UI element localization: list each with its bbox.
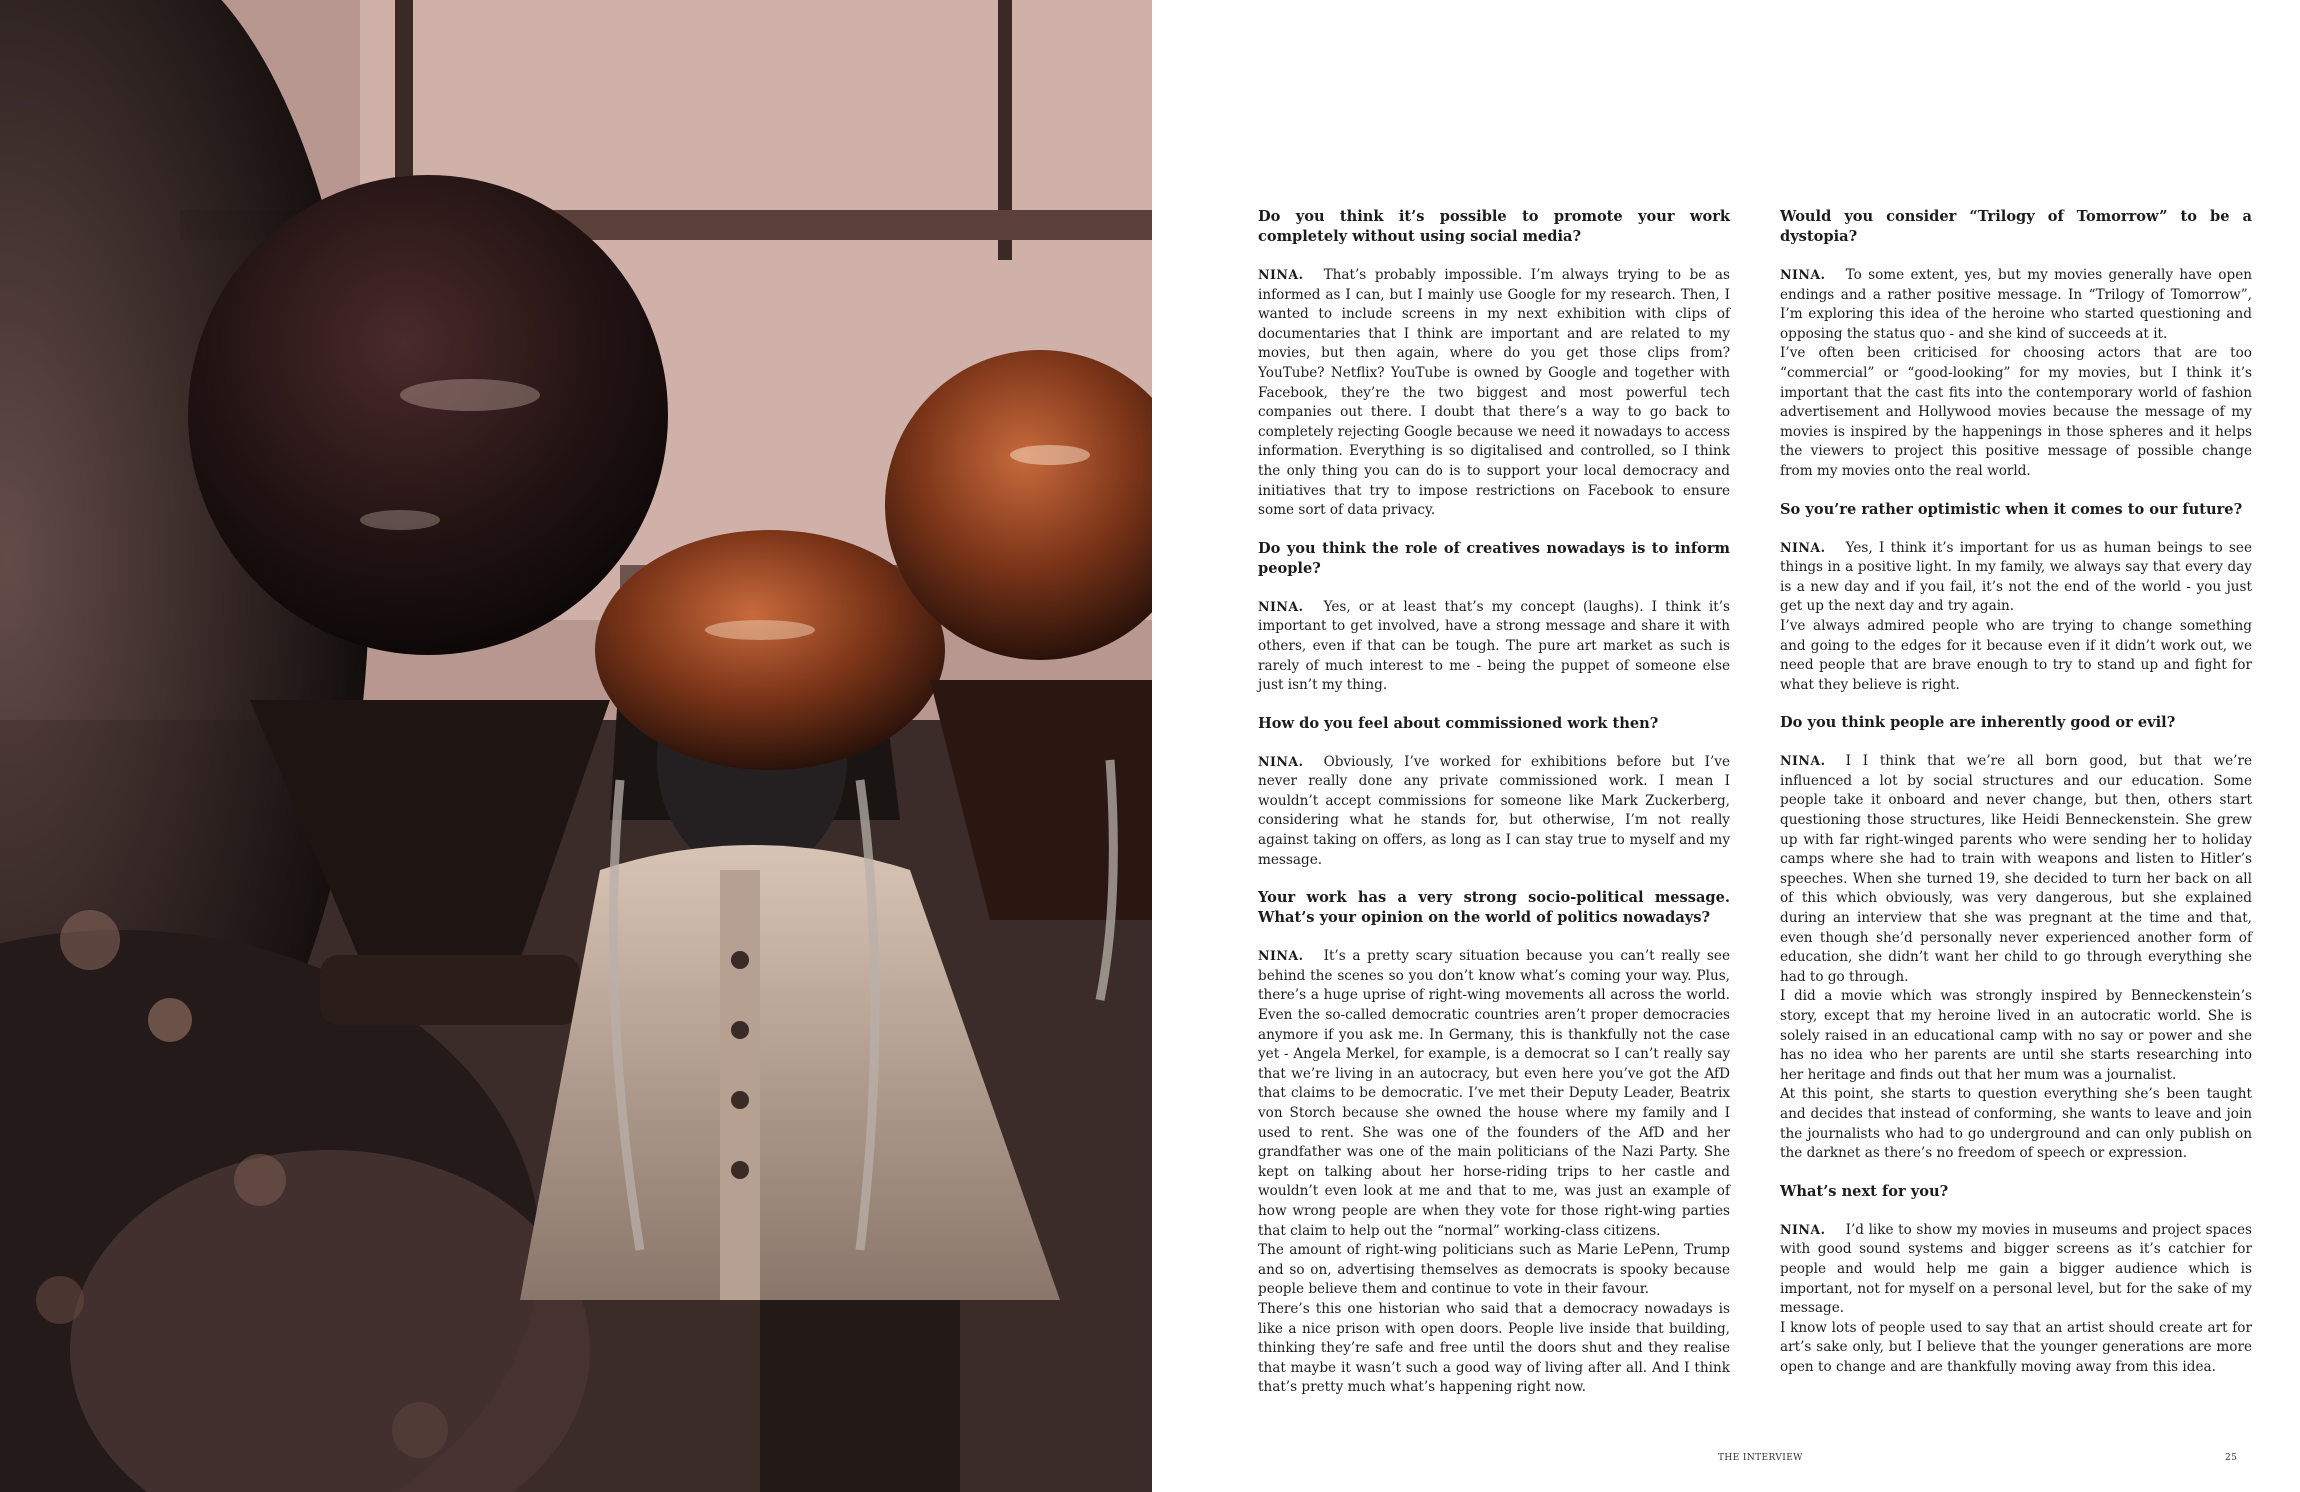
- answer-paragraph: [1258, 1300, 1730, 1398]
- answer-paragraph: [1780, 265, 2252, 344]
- answer-paragraph: [1780, 751, 2252, 987]
- answer-text: Yes, or at least that’s my concept (laughs). I think it’s important to get involved, have a strong message and share it with others, even if that can be tough. The pure art market as such is rarely of much interest to me - being the puppet of someone else just isn’t my thing.: [1258, 598, 1730, 694]
- answer-text: To some extent, yes, but my movies generally have open endings and a rather positive message. In “Trilogy of Tomorrow”, I’m exploring this idea of the heroine who started questioning and opposing the status quo - and she kind of succeeds at it.: [1780, 267, 2252, 342]
- interview-answer: [1258, 752, 1730, 871]
- interview-question: How do you feel about commissioned work then?: [1258, 714, 1659, 732]
- interview-column-left: [1258, 207, 1730, 1416]
- speaker-label: NINA.: [1258, 267, 1304, 282]
- answer-paragraph: [1780, 617, 2252, 695]
- answer-paragraph: [1780, 538, 2252, 617]
- interview-answer: [1780, 751, 2252, 1163]
- answer-paragraph: [1780, 1319, 2252, 1378]
- interview-question: Your work has a very strong socio-political message. What’s your opinion on the world of politics nowadays?: [1258, 889, 1730, 927]
- interview-question: So you’re rather optimistic when it comes to our future?: [1780, 500, 2243, 518]
- speaker-label: NINA.: [1780, 1221, 1826, 1237]
- interview-column-right: [1780, 207, 2252, 1396]
- answer-text: Obviously, I’ve worked for exhibitions before but I’ve never really done any private commissioned work. I mean I wouldn’t accept commissions for someone like Mark Zuckerberg, considering what he stands for, but otherwise, I’m not really against taking on offers, as long as I can stay true to myself and my message.: [1258, 753, 1730, 868]
- answer-paragraph: [1258, 946, 1730, 1241]
- speaker-label: NINA.: [1780, 539, 1826, 555]
- footer-section-title: THE INTERVIEW: [1718, 1453, 1803, 1463]
- answer-text: There’s this one historian who said that a democracy nowadays is like a nice prison with open doors. People live inside that building, thinking they’re safe and free until the doors shut and they realise that maybe it wasn’t such a good way of living after all. And I think that’s pretty much what’s happening right now.: [1258, 1300, 1730, 1396]
- answer-paragraph: [1258, 1241, 1730, 1300]
- answer-paragraph: [1780, 1085, 2252, 1163]
- interview-question: What’s next for you?: [1780, 1182, 1949, 1200]
- speaker-label: NINA.: [1780, 753, 1826, 769]
- interview-answer: [1258, 265, 1730, 521]
- interview-question: Do you think the role of creatives nowadays is to inform people?: [1258, 539, 1730, 577]
- answer-text: That’s probably impossible. I’m always trying to be as informed as I can, but I mainly use Google for my research. Then, I wanted to include screens in my next exhibition with clips of documentaries that I think are important and are related to my movies, but then again, where do you get those clips from? YouTube? Netflix? YouTube is owned by Google and together with Facebook, they’re the two biggest and most powerful tech companies out there. I doubt that there’s a way to go back to completely rejecting Google because we need it nowadays to access information. Everything is so digitalised and controlled, so I think the only thing you can do is to support your local democracy and initiatives that try to impose restrictions on Facebook to ensure some sort of data privacy.: [1258, 267, 1730, 519]
- interview-question: Do you think it’s possible to promote your work completely without using social media?: [1258, 208, 1730, 245]
- answer-text: I I think that we’re all born good, but that we’re influenced a lot by social structures and our education. Some people take it onboard and never change, but then, others start questioning those structures, like Heidi Benneckenstein. She grew up with far right-winged parents who were sending her to holiday camps where she had to train with weapons and listen to Hitler’s speeches. When she turned 19, she decided to turn her back on all of this which obviously, was very dangerous, but she explained during an interview that she was pregnant at the time and that, even though she’d personally never experienced another form of education, she didn’t want her child to go through everything she had to go through.: [1780, 753, 2252, 985]
- interview-answer: [1258, 946, 1730, 1398]
- answer-paragraph: [1780, 987, 2252, 1085]
- speaker-label: NINA.: [1258, 753, 1304, 769]
- answer-paragraph: [1258, 597, 1730, 696]
- interview-question: Do you think people are inherently good or evil?: [1780, 714, 2176, 732]
- answer-paragraph: [1780, 1220, 2252, 1319]
- answer-text: I’d like to show my movies in museums and project spaces with good sound systems and bigger screens as it’s catchier for people and would help me gain a bigger audience which is important, not for myself on a personal level, but for the sake of my message.: [1780, 1221, 2252, 1317]
- interview-answer: [1780, 265, 2252, 482]
- answer-text: At this point, she starts to question everything she’s been taught and decides that instead of conforming, she wants to leave and join the journalists who had to go underground and can only publish on the darknet as there’s no freedom of speech or expression.: [1780, 1086, 2252, 1162]
- answer-text: Yes, I think it’s important for us as human beings to see things in a positive light. In my family, we always say that every day is a new day and if you fail, it’s not the end of the world - you just get up the next day and try again.: [1780, 539, 2252, 615]
- answer-paragraph: [1258, 265, 1730, 521]
- answer-text: I know lots of people used to say that an artist should create art for art’s sake only, but I believe that the younger generations are more open to change and are thankfully moving away from this idea.: [1780, 1319, 2252, 1375]
- answer-text: I’ve often been criticised for choosing actors that are too “commercial” or “good-looking” for my movies, but I think it’s important that the cast fits into the contemporary world of fashion advertisement and Hollywood movies because the message of my movies is inspired by the happenings in those spheres and it helps the viewers to project this positive message of possible change from my movies onto the real world.: [1780, 345, 2252, 479]
- page-number: 25: [2225, 1453, 2238, 1463]
- answer-text: The amount of right-wing politicians such as Marie LePenn, Trump and so on, advertising themselves as democrats is spooky because people believe them and continue to vote in their favour.: [1258, 1242, 1730, 1298]
- answer-text: I’ve always admired people who are trying to change something and going to the edges for it because even if it didn’t work out, we need people that are brave enough to try to stand up and fight for what they believe is right.: [1780, 617, 2252, 693]
- interview-question: Would you consider “Trilogy of Tomorrow” to be a dystopia?: [1780, 208, 2252, 245]
- answer-paragraph: [1258, 752, 1730, 871]
- speaker-label: NINA.: [1258, 948, 1304, 964]
- interview-answer: [1780, 1220, 2252, 1378]
- answer-text: It’s a pretty scary situation because you can’t really see behind the scenes so you don’t know what’s coming your way. Plus, there’s a huge uprise of right-wing movements all across the world. Even the so-called democratic countries aren’t proper democracies anymore if you ask me. In Germany, this is thankfully not the case yet - Angela Merkel, for example, is a democrat so I can’t really say that we’re living in an autocracy, but even here you’ve got the AfD that claims to be democratic. I’ve met their Deputy Leader, Beatrix von Storch because she owned the house where my family and I used to rent. She was one of the founders of the AfD and her grandfather was one of the main politicians of the Nazi Party. She kept on talking about her horse-riding trips to her castle and wouldn’t even look at me and that to me, was just an example of how wrong people are when they vote for those right-wing parties that claim to help out the “normal” working-class citizens.: [1258, 948, 1730, 1239]
- speaker-label: NINA.: [1258, 598, 1304, 614]
- answer-paragraph: [1780, 344, 2252, 481]
- speaker-label: NINA.: [1780, 267, 1826, 282]
- interview-answer: [1258, 597, 1730, 696]
- interview-answer: [1780, 538, 2252, 696]
- answer-text: I did a movie which was strongly inspired by Benneckenstein’s story, except that my heroine lived in an autocratic world. She is solely raised in an educational camp with no say or power and she has no idea who her parents are until she starts researching into her heritage and finds out that her mum was a journalist.: [1780, 988, 2252, 1083]
